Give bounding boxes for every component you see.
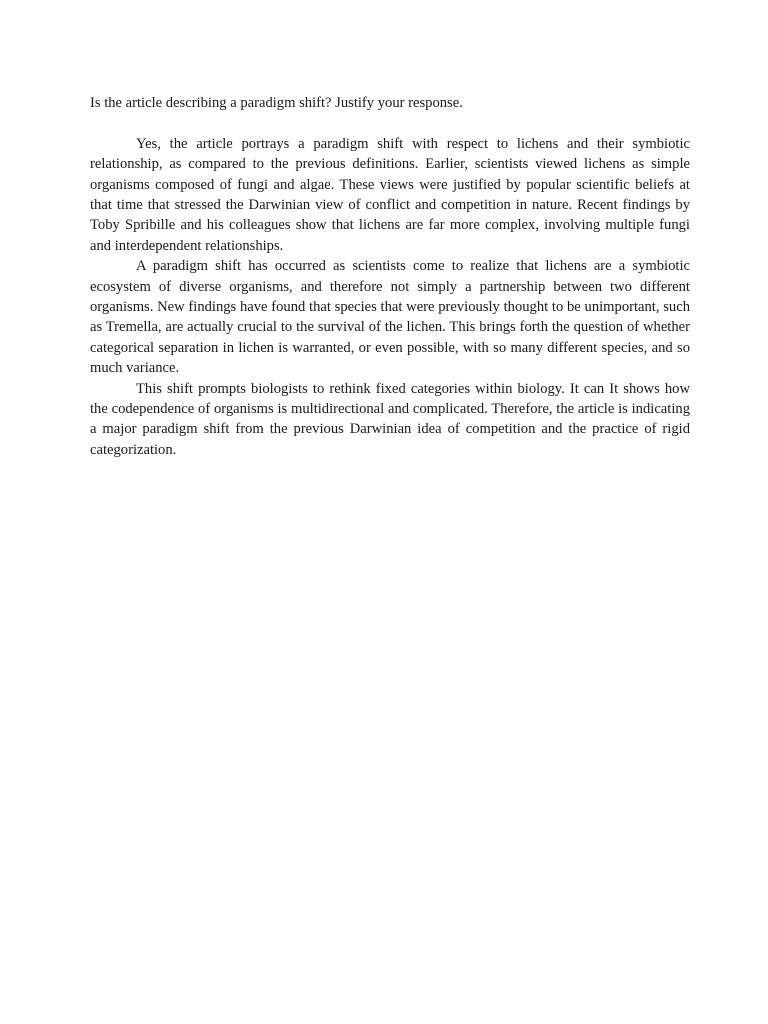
document-body	[90, 93, 690, 460]
paragraph-2: A paradigm shift has occurred as scientists come to realize that lichens are a symbiotic ecosystem of diverse organisms, and therefore not simply a partnership between two different organisms. New findings have found that species that were previously thought to be unimportant, such as Tremella, are actually crucial to the survival of the lichen. This brings forth the question of whether categorical separation in lichen is warranted, or even possible, with so many different species, and so much variance.	[90, 258, 690, 377]
paragraph-1: Yes, the article portrays a paradigm shift with respect to lichens and their symbiotic relationship, as compared to the previous definitions. Earlier, scientists viewed lichens as simple organisms composed of fungi and algae. These views were justified by popular scientific beliefs at that time that stressed the Darwinian view of conflict and competition in nature. Recent findings by Toby Spribille and his colleagues show that lichens are far more complex, involving multiple fungi and interdependent relationships.	[90, 135, 690, 254]
paragraph-3: This shift prompts biologists to rethink fixed categories within biology. It can It shows how the codependence of organisms is multidirectional and complicated. Therefore, the article is indicating a major paradigm shift from the previous Darwinian idea of competition and the practice of rigid categorization.	[90, 380, 690, 458]
question-heading: Is the article describing a paradigm shift? Justify your response.	[90, 95, 463, 111]
